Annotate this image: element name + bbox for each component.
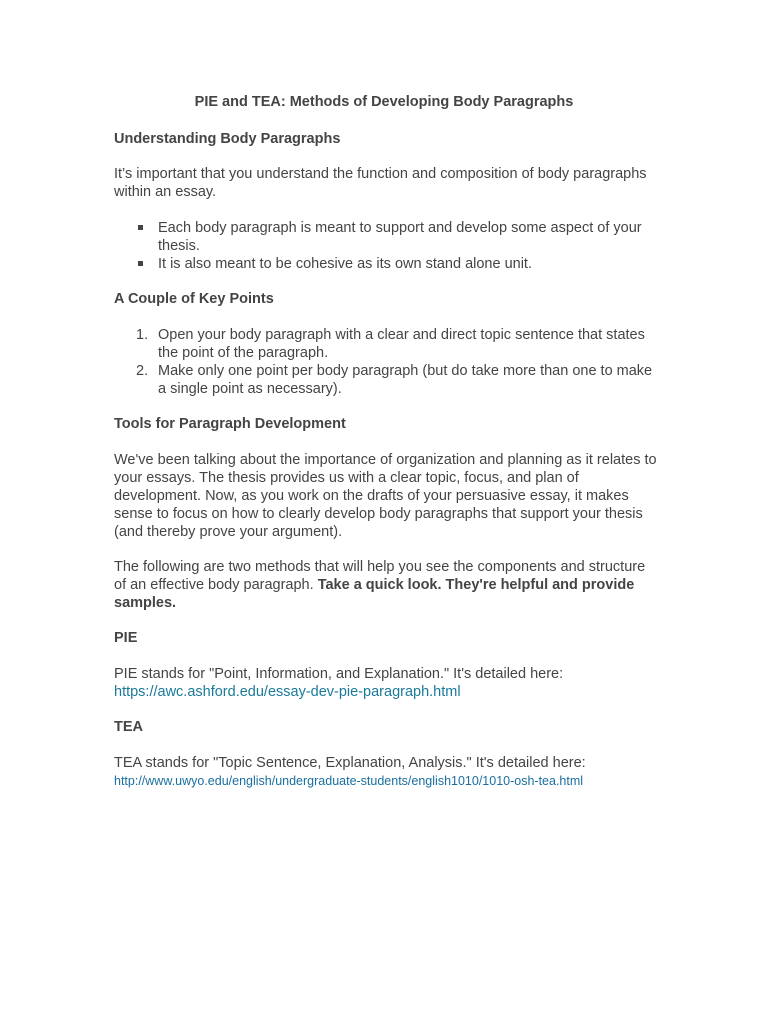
pie-link[interactable]: https://awc.ashford.edu/essay-dev-pie-paragraph.html (114, 684, 461, 700)
heading-tools: Tools for Paragraph Development (114, 416, 346, 432)
methods-emphasis: Take a quick look. They're helpful and provide samples. (114, 577, 635, 611)
list-item-text: Make only one point per body paragraph (but do take more than one to make a single point as necessary). (158, 363, 653, 397)
numbered-list (114, 326, 659, 398)
list-item-text: Open your body paragraph with a clear and direct topic sentence that states the point of the paragraph. (158, 327, 645, 361)
bullet-text: It is also meant to be cohesive as its own stand alone unit. (158, 256, 532, 272)
bullet-marker-icon (138, 225, 143, 230)
list-item (114, 362, 659, 398)
bullet-text: Each body paragraph is meant to support and develop some aspect of your thesis. (158, 220, 642, 254)
heading-understanding-body-paragraphs: Understanding Body Paragraphs (114, 131, 341, 147)
methods-text: The following are two methods that will help you see the components and structure of an effective body paragraph. (114, 559, 646, 593)
document-title: PIE and TEA: Methods of Developing Body Paragraphs (194, 94, 574, 110)
bullet-list (114, 219, 659, 273)
heading-pie: PIE (114, 630, 138, 646)
list-item (114, 255, 659, 273)
methods-paragraph (114, 558, 659, 612)
bullet-marker-icon (138, 261, 143, 266)
list-number: 1. (136, 327, 149, 343)
intro-paragraph: It’s important that you understand the function and composition of body paragraphs within an essay. (114, 166, 647, 200)
heading-tea: TEA (114, 719, 143, 735)
pie-text: PIE stands for "Point, Information, and Explanation." It's detailed here: (114, 666, 564, 682)
tea-link[interactable]: http://www.uwyo.edu/english/undergraduate-students/english1010/1010-osh-tea.html (114, 774, 584, 788)
tools-paragraph: We've been talking about the importance of organization and planning as it relates to your essays. The thesis provides us with a clear topic, focus, and plan of development. Now, as you work on the drafts of your persuasive essay, it makes sense to focus on how to clearly develop body paragraphs that support your thesis (and thereby prove your argument). (114, 452, 657, 540)
tea-paragraph (114, 754, 659, 790)
list-item (114, 219, 659, 255)
list-number: 2. (136, 363, 149, 379)
pie-paragraph (114, 665, 659, 701)
tea-text: TEA stands for "Topic Sentence, Explanation, Analysis." It's detailed here: (114, 755, 586, 771)
list-item (114, 326, 659, 362)
heading-key-points: A Couple of Key Points (114, 291, 274, 307)
